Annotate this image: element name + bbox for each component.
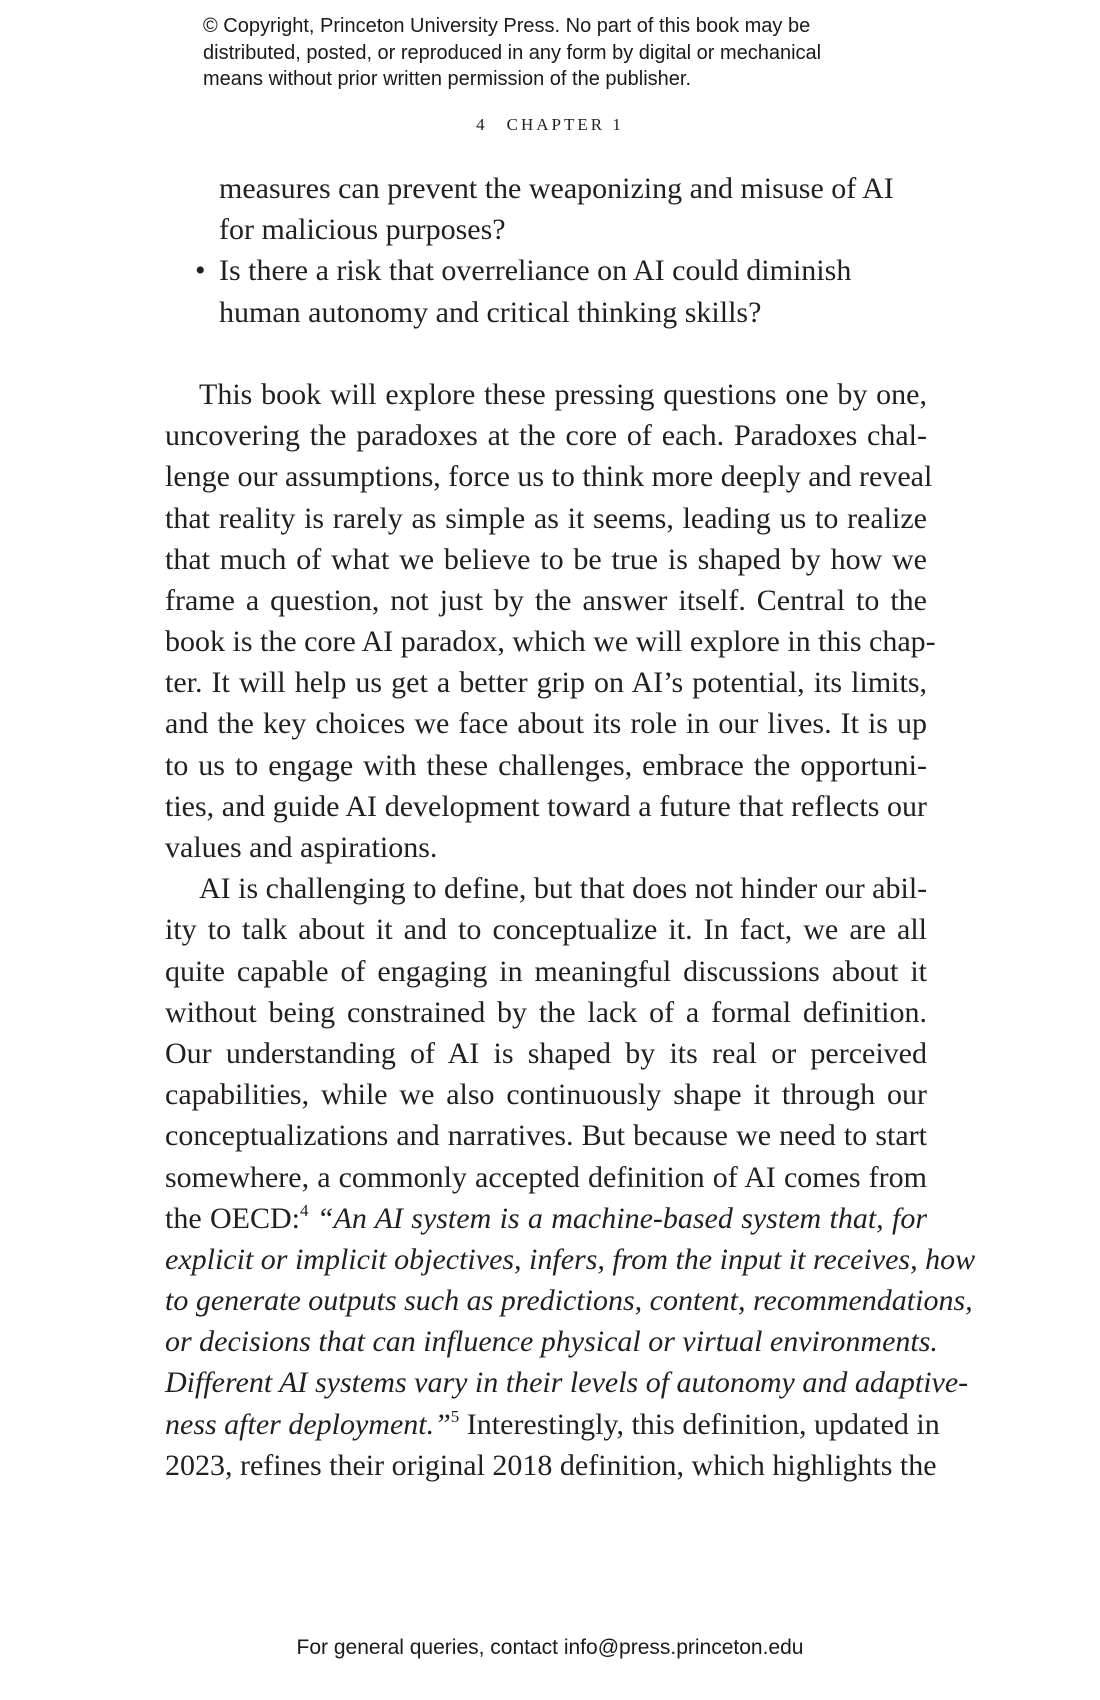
- footnote-ref-5[interactable]: 5: [450, 1406, 460, 1426]
- paragraph-line: frame a question, not just by the answer itself. Central to the: [165, 583, 927, 617]
- bullet-marker: •: [195, 254, 206, 288]
- bullet-list: [165, 168, 927, 333]
- paragraph-text: Interestingly, this definition, updated in: [459, 1407, 940, 1441]
- copyright-line: © Copyright, Princeton University Press. No part of this book may be: [203, 15, 811, 37]
- paragraph-line: AI is challenging to define, but that does not hinder our abil-: [199, 872, 928, 906]
- paragraph-line: Our understanding of AI is shaped by its real or perceived: [165, 1036, 927, 1070]
- bullet-continuation-line: for malicious purposes?: [219, 213, 506, 247]
- paragraph-line: quite capable of engaging in meaningful discussions about it: [165, 954, 927, 988]
- paragraph-line-oecd: [165, 1198, 927, 1239]
- paragraph-line: conceptualizations and narratives. But because we need to start: [165, 1119, 927, 1153]
- paragraph-line: somewhere, a commonly accepted definition of AI comes from: [165, 1160, 927, 1194]
- paragraph-line: that much of what we believe to be true is shaped by how we: [165, 542, 927, 576]
- quote-text: or decisions that can influence physical or virtual environments.: [165, 1325, 938, 1359]
- quote-line: [165, 1239, 976, 1280]
- bullet-item-line: [165, 250, 927, 291]
- quote-line: [165, 1362, 969, 1403]
- paragraph-line: lenge our assumptions, force us to think more deeply and reveal: [165, 460, 933, 494]
- paragraph-line: to us to engage with these challenges, embrace the opportuni-: [165, 748, 927, 782]
- bullet-item-text: Is there a risk that overreliance on AI could diminish: [219, 254, 852, 288]
- bullet-item-line: human autonomy and critical thinking skills?: [219, 295, 762, 329]
- paragraph-line: and the key choices we face about its role in our lives. It is up: [165, 707, 927, 741]
- paragraph-2: [165, 868, 976, 1486]
- running-head: [0, 115, 1100, 135]
- chapter-label: CHAPTER 1: [506, 115, 624, 134]
- section-gap: [165, 333, 927, 374]
- quote-end-line: [165, 1404, 940, 1445]
- paragraph-line: book is the core AI paradox, which we will explore in this chap-: [165, 625, 936, 659]
- copyright-line: means without prior written permission of the publisher.: [203, 68, 692, 90]
- page-number: 4: [476, 115, 485, 134]
- quote-line: [165, 1280, 973, 1321]
- paragraph-line: ties, and guide AI development toward a future that reflects our: [165, 789, 927, 823]
- quote-text: explicit or implicit objectives, infers, from the input it receives, how: [165, 1242, 976, 1276]
- paragraph-line: capabilities, while we also continuously shape it through our: [165, 1078, 927, 1112]
- bullet-continuation-line: measures can prevent the weaponizing and misuse of AI: [219, 172, 894, 205]
- paragraph-line: values and aspirations.: [165, 831, 438, 864]
- paragraph-line: This book will explore these pressing questions one by one,: [199, 377, 927, 411]
- quote-text: Different AI systems vary in their levels of autonomy and adaptive-: [165, 1366, 969, 1400]
- quote-text: “An AI system is a machine-based system that, for: [316, 1201, 928, 1235]
- oecd-prefix: the OECD:: [165, 1201, 300, 1235]
- footnote-ref-4[interactable]: 4: [299, 1200, 309, 1220]
- paragraph-line: ter. It will help us get a better grip on AI’s potential, its limits,: [165, 666, 927, 700]
- quote-line: [165, 1321, 938, 1362]
- paragraph-line: without being constrained by the lack of a formal definition.: [165, 995, 927, 1029]
- copyright-notice: [203, 13, 923, 93]
- body-text: [165, 168, 976, 1486]
- copyright-line: distributed, posted, or reproduced in any form by digital or mechanical: [203, 41, 822, 64]
- quote-text: ness after deployment.”: [165, 1407, 451, 1441]
- paragraph-line: ity to talk about it and to conceptualize it. In fact, we are all: [165, 913, 927, 947]
- paragraph-line: 2023, refines their original 2018 definition, which highlights the: [165, 1448, 937, 1482]
- footer-contact: For general queries, contact info@press.princeton.edu: [296, 1636, 804, 1659]
- paragraph-line: uncovering the paradoxes at the core of each. Paradoxes chal-: [165, 419, 927, 453]
- paragraph-line: that reality is rarely as simple as it seems, leading us to realize: [165, 501, 927, 535]
- paragraph-1: [165, 374, 936, 868]
- quote-text: to generate outputs such as predictions, content, recommendations,: [165, 1284, 973, 1318]
